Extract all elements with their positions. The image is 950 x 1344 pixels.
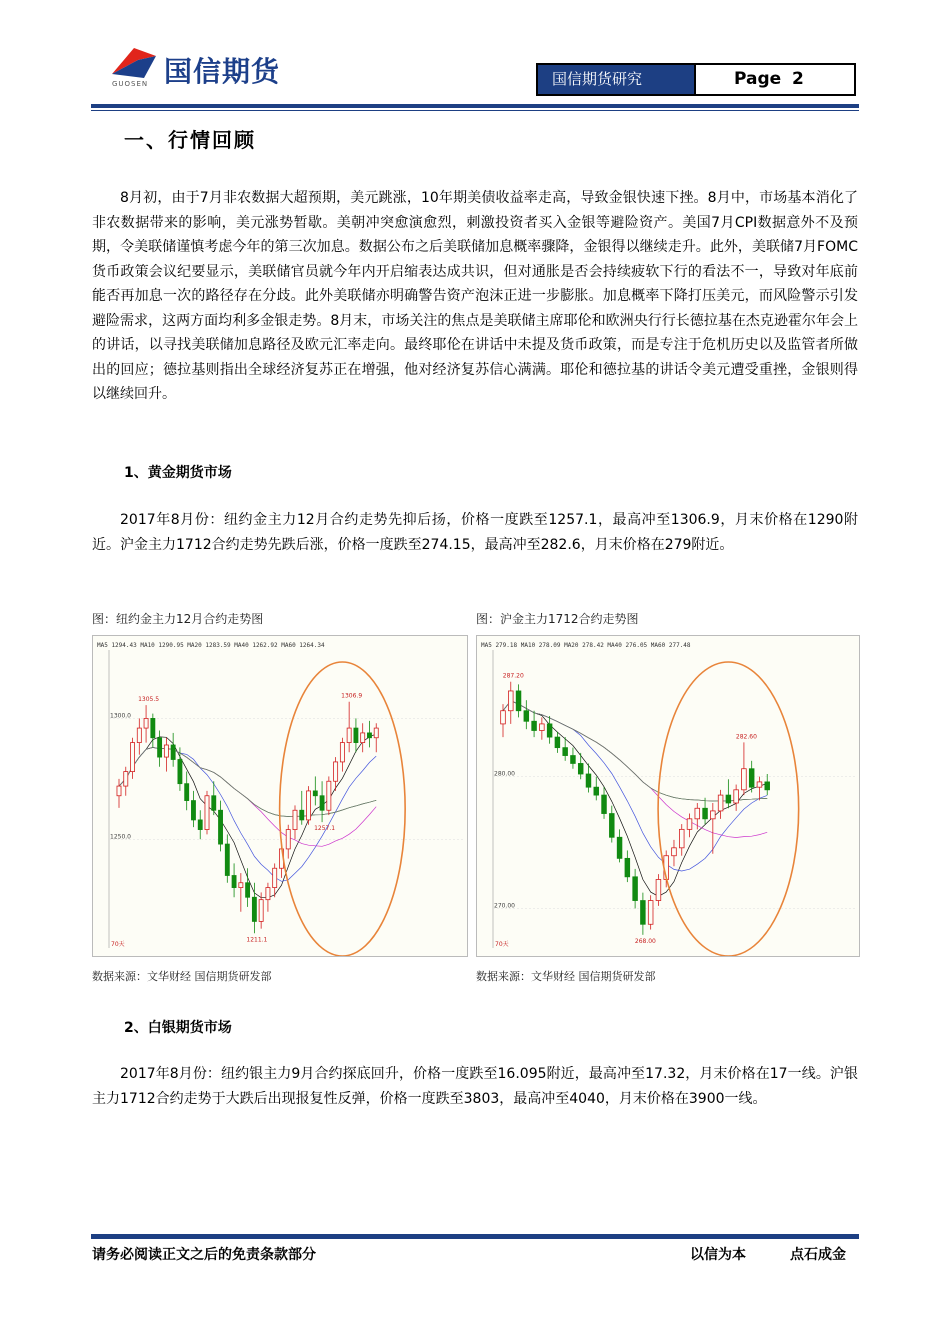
candle-body: [374, 728, 378, 738]
candle-body: [219, 810, 223, 844]
chart2-caption: 图：沪金主力1712合约走势图: [476, 612, 639, 626]
research-label: 国信期货研究: [538, 65, 694, 94]
footer-rule: [91, 1234, 859, 1239]
candle-body: [648, 901, 653, 925]
candle-body: [252, 897, 256, 921]
motto-2: 点石成金: [790, 1247, 846, 1263]
candle-body: [742, 769, 747, 790]
chart-annotation: 1211.1: [246, 936, 268, 944]
comex-gold-chart: [92, 635, 468, 957]
candle-body: [266, 888, 270, 900]
candle-body: [703, 808, 708, 819]
candle-body: [734, 790, 739, 803]
chart-bg: [477, 636, 860, 957]
candle-body: [641, 901, 646, 925]
shfe-gold-chart: [476, 635, 860, 957]
candle-body: [508, 691, 513, 711]
candle-body: [516, 691, 521, 711]
candle-body: [320, 796, 324, 811]
chart-annotation: 268.00: [634, 937, 656, 945]
candle-body: [137, 728, 141, 743]
motto-1: 以信为本: [690, 1247, 746, 1263]
y-tick-label: 280.00: [494, 770, 515, 778]
candle-body: [695, 808, 700, 819]
guosen-logo-icon: [108, 44, 160, 84]
candle-body: [710, 811, 715, 819]
candle-body: [765, 782, 770, 790]
candle-body: [586, 774, 591, 787]
chart-annotation: 1306.9: [341, 692, 363, 700]
chart-annotation: 70天: [111, 941, 125, 948]
candle-body: [151, 718, 155, 737]
chart-legend: MA5 1294.43 MA10 1290.95 MA20 1283.59 MA40 1262.92 MA60 1264.34: [97, 642, 325, 649]
candle-body: [158, 738, 162, 757]
candle-body: [205, 796, 209, 830]
y-tick-label: 1250.0: [110, 833, 131, 841]
candle-body: [617, 837, 622, 858]
candle-body: [367, 733, 371, 738]
disclaimer-note: 请务必阅读正文之后的免责条款部分: [92, 1247, 316, 1263]
chart-annotation: 1305.5: [138, 696, 160, 704]
chart-annotation: 282.60: [735, 733, 757, 741]
chart-annotation: 1257.1: [314, 825, 336, 833]
candle-body: [749, 769, 754, 787]
header-rule-thin: [91, 110, 859, 111]
candle-body: [327, 781, 331, 810]
candle-body: [540, 724, 545, 731]
candle-body: [757, 782, 762, 787]
candle-body: [198, 820, 202, 830]
candle-body: [602, 795, 607, 813]
header-divider: [694, 65, 696, 94]
candle-body: [679, 829, 684, 847]
candle-body: [501, 711, 506, 724]
candle-body: [687, 819, 692, 830]
candle-body: [307, 791, 311, 820]
page-number: 2: [792, 69, 804, 89]
candle-body: [571, 756, 576, 764]
candle-body: [117, 786, 121, 796]
y-tick-label: 270.00: [494, 902, 515, 910]
candle-body: [178, 760, 182, 784]
candle-body: [347, 728, 351, 743]
candle-body: [718, 795, 723, 811]
candle-body: [609, 814, 614, 838]
silver-heading: 2、白银期货市场: [124, 1020, 232, 1036]
candle-body: [524, 711, 529, 722]
candle-body: [361, 733, 365, 743]
chart1-source: 数据来源：文华财经 国信期货研发部: [92, 970, 272, 983]
candle-body: [232, 876, 236, 888]
candle-body: [164, 745, 168, 757]
section-title: 一、行情回顾: [124, 128, 256, 152]
candle-body: [239, 883, 243, 888]
candle-body: [656, 879, 661, 900]
candle-body: [340, 743, 344, 762]
candle-body: [293, 810, 297, 829]
chart-legend: MA5 279.18 MA10 278.09 MA20 278.42 MA40 276.05 MA60 277.48: [481, 642, 691, 649]
candle-body: [144, 718, 148, 728]
chart2-source: 数据来源：文华财经 国信期货研发部: [476, 970, 656, 983]
candle-body: [555, 737, 560, 748]
candle-body: [286, 830, 290, 849]
candle-body: [354, 728, 358, 743]
gold-paragraph: 2017年8月份：纽约金主力12月合约走势先抑后扬，价格一度跌至1257.1，最高冲至1306.9，月末价格在1290附近。沪金主力1712合约走势先跌后涨，价格一度跌至274.15，最高冲至282.6，月末价格在279附近。: [92, 512, 858, 553]
chart-annotation: 70天: [495, 941, 509, 948]
chart-annotation: 287.20: [502, 672, 524, 680]
candle-body: [547, 724, 552, 737]
candle-body: [131, 743, 135, 772]
candle-body: [191, 801, 195, 820]
chart1-caption: 图：纽约金主力12月合约走势图: [92, 612, 264, 626]
brand-name-en: GUOSEN: [112, 80, 149, 88]
header-rule: [91, 104, 859, 108]
candle-body: [259, 900, 263, 922]
gold-heading: 1、黄金期货市场: [124, 465, 232, 481]
candle-body: [726, 795, 731, 803]
candle-body: [171, 745, 175, 760]
candle-body: [273, 868, 277, 887]
silver-paragraph: 2017年8月份：纽约银主力9月合约探底回升，价格一度跌至16.095附近，最高冲至17.32，月末价格在17一线。沪银主力1712合约走势于大跌后出现报复性反弹，价格一度跌至3803，最高冲至4040，月末价格在3900一线。: [92, 1066, 858, 1107]
y-tick-label: 1300.0: [110, 712, 131, 720]
candle-body: [672, 848, 677, 856]
brand-name: 国信期货: [164, 55, 281, 88]
candle-body: [124, 772, 128, 787]
candle-body: [212, 796, 216, 811]
page-label: Page: [734, 69, 782, 89]
candle-body: [334, 762, 338, 781]
candle-body: [300, 810, 304, 820]
candle-body: [633, 877, 638, 901]
intro-paragraph: 8月初，由于7月非农数据大超预期，美元跳涨，10年期美债收益率走高，导致金银快速下挫。8月中，市场基本消化了非农数据带来的影响，美元涨势暂歇。美朝冲突愈演愈烈，刺激投资者买入金银等避险资产。美国7月CPI数据意外不及预期，令美联储谨慎考虑今年的第三次加息。数据公布之后美联储加息概率骤降，金银得以继续走升。此外，美联储7月FOMC货币政策会议纪要显示，美联储官员就今年内开启缩表达成共识，但对通胀是否会持续疲软下行的看法不一，导致对年底前能否再加息一次的路径存在分歧。此外美联储亦明确警告资产泡沫正进一步膨胀。加息概率下降打压美元，而风险警示引发避险需求，这两方面均利多金银走势。8月末，市场关注的焦点是美联储主席耶伦和欧洲央行行长德拉基在杰克逊霍尔年会上的讲话，以寻找美联储加息路径及欧元汇率走向。最终耶伦在讲话中未提及货币政策，而是专注于危机历史以及监管者所做出的回应；德拉基则指出全球经济复苏正在增强，他对经济复苏信心满满。耶伦和德拉基的讲话令美元遭受重挫，金银则得以继续回升。: [92, 190, 858, 402]
candle-body: [594, 787, 599, 795]
candle-body: [625, 858, 630, 876]
candle-body: [185, 784, 189, 801]
candle-body: [246, 883, 250, 898]
candle-body: [578, 763, 583, 774]
candle-body: [563, 748, 568, 756]
candle-body: [532, 721, 537, 730]
candle-body: [225, 844, 229, 875]
candle-body: [313, 791, 317, 796]
